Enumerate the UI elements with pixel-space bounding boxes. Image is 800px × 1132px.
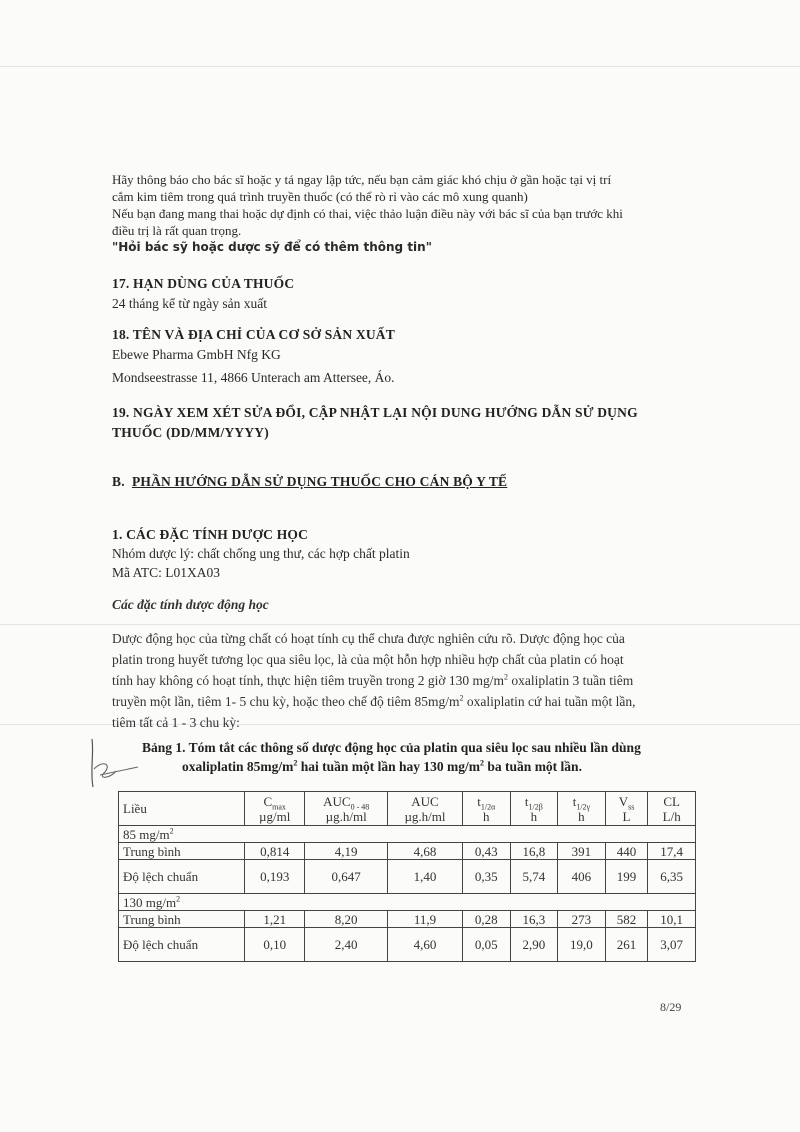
table-cell: 6,35 [648,860,696,894]
table-cell: 5,74 [510,860,558,894]
table-row [119,911,696,928]
pk-line-2: platin trong huyết tương lọc qua siêu lọc, là của một hỗn hợp nhiều hợp chất của platin có hoạt [112,652,624,667]
section-b-title: PHẦN HƯỚNG DẪN SỬ DỤNG THUỐC CHO CÁN BỘ Y TẾ [131,474,508,489]
table-header-row [119,792,696,826]
table-cell: 199 [605,860,648,894]
column-header: $V_{ss}$ L [605,792,648,826]
table-group-row [119,826,696,843]
table-cell: 8,20 [305,911,388,928]
scan-line [0,624,800,625]
table-row [119,843,696,860]
section-17-text: 24 tháng kể từ ngày sản xuất [112,296,268,311]
section-b-heading [112,474,507,490]
table-row [119,928,696,962]
column-header: $t_{1/2\gamma}$ h [558,792,606,826]
table-cell: 2,40 [305,928,388,962]
pk-subheading: Các đặc tính dược động học [112,597,269,612]
row-label: Trung bình [119,843,245,860]
intro-line-3: Nếu bạn đang mang thai hoặc dự định có thai, việc thảo luận điều này với bác sĩ của bạn trước khi [112,206,623,221]
table-cell: 391 [558,843,606,860]
table-cell: 0,28 [462,911,510,928]
column-header: $C_{max}$ µg/ml [244,792,304,826]
intro-line-4: điều trị là rất quan trọng. [112,223,242,238]
page-number: 8/29 [660,1000,682,1014]
section-b-prefix: B. [112,474,125,489]
column-header: $AUC_{0 - 48}$ µg.h/ml [305,792,388,826]
table-cell: 0,10 [244,928,304,962]
table-cell: 4,19 [305,843,388,860]
table-cell: 406 [558,860,606,894]
pk-line-5: tiêm tất cả 1 - 3 chu kỳ: [112,715,240,730]
handwritten-mark [80,735,140,795]
table-cell: 4,60 [387,928,462,962]
pk-table [118,791,696,962]
table-cell: 3,07 [648,928,696,962]
table-cell: 0,43 [462,843,510,860]
row-label: Trung bình [119,911,245,928]
manufacturer-name: Ebewe Pharma GmbH Nfg KG [112,347,281,362]
atc-code: Mã ATC: L01XA03 [112,565,220,580]
column-header: $t_{1/2\alpha}$ h [462,792,510,826]
table-cell: 0,814 [244,843,304,860]
section-18-heading: 18. TÊN VÀ ĐỊA CHỈ CỦA CƠ SỞ SẢN XUẤT [112,327,395,342]
section-1-heading: 1. CÁC ĐẶC TÍNH DƯỢC HỌC [112,527,309,542]
section-19-heading-line-2: THUỐC (DD/MM/YYYY) [112,425,269,440]
table-cell: 10,1 [648,911,696,928]
manufacturer-address: Mondseestrasse 11, 4866 Unterach am Attersee, Áo. [112,370,395,385]
column-header: $t_{1/2\beta}$ h [510,792,558,826]
table-cell: 582 [605,911,648,928]
column-header: AUC µg.h/ml [387,792,462,826]
pk-line-3: tính hay không có hoạt tính, thực hiện tiêm truyền trong 2 giờ 130 $mg/m^2$ oxaliplatin 3 tuần tiêm [112,672,634,688]
row-label: Độ lệch chuẩn [119,860,245,894]
table-cell: 0,647 [305,860,388,894]
table-cell: 0,05 [462,928,510,962]
table-row [119,860,696,894]
table-cell: 19,0 [558,928,606,962]
scan-line [0,66,800,67]
pk-line-1: Dược động học của từng chất có hoạt tính cụ thể chưa được nghiên cứu rõ. Dược động học của [112,631,625,646]
section-19-heading-line-1: 19. NGÀY XEM XÉT SỬA ĐỔI, CẬP NHẬT LẠI NỘI DUNG HƯỚNG DẪN SỬ DỤNG [112,405,638,420]
column-header: CL L/h [648,792,696,826]
table-cell: 261 [605,928,648,962]
table-cell: 0,193 [244,860,304,894]
intro-line-1: Hãy thông báo cho bác sĩ hoặc y tá ngay lập tức, nếu bạn cảm giác khó chịu ở gần hoặc tại vị trí [112,172,612,187]
table-cell: 16,8 [510,843,558,860]
table-cell: 16,3 [510,911,558,928]
table-cell: 0,35 [462,860,510,894]
intro-line-2: cắm kim tiêm trong quá trình truyền thuốc (có thể rò rỉ vào các mô xung quanh) [112,189,528,204]
table-cell: 273 [558,911,606,928]
table-cell: 17,4 [648,843,696,860]
table-caption: Bảng 1. Tóm tắt các thông số dược động học của platin qua siêu lọc sau nhiều lần dùng oxaliplatin $85mg/m^2$ hai tuần một lần hay 130 $mg/m^2$ ba tuần một lần. [142,740,641,774]
dose-group-85: 85 $mg/m^2$ [119,826,696,843]
column-header: Liều [119,792,245,826]
intro-quote: "Hỏi bác sỹ hoặc dược sỹ để có thêm thông tin" [112,240,432,254]
table-cell: 440 [605,843,648,860]
table-cell: 1,21 [244,911,304,928]
pharmacologic-group: Nhóm dược lý: chất chống ung thư, các hợp chất platin [112,546,410,561]
pk-line-4: truyền một lần, tiêm 1- 5 chu kỳ, hoặc theo chế độ tiêm $85mg/m^2$ oxaliplatin cứ hai tuần một lần, [112,693,636,709]
table-group-row [119,894,696,911]
table-cell: 1,40 [387,860,462,894]
section-17-heading: 17. HẠN DÙNG CỦA THUỐC [112,276,295,291]
row-label: Độ lệch chuẩn [119,928,245,962]
table-cell: 11,9 [387,911,462,928]
table-cell: 2,90 [510,928,558,962]
dose-group-130: 130 $mg/m^2$ [119,894,696,911]
table-cell: 4,68 [387,843,462,860]
